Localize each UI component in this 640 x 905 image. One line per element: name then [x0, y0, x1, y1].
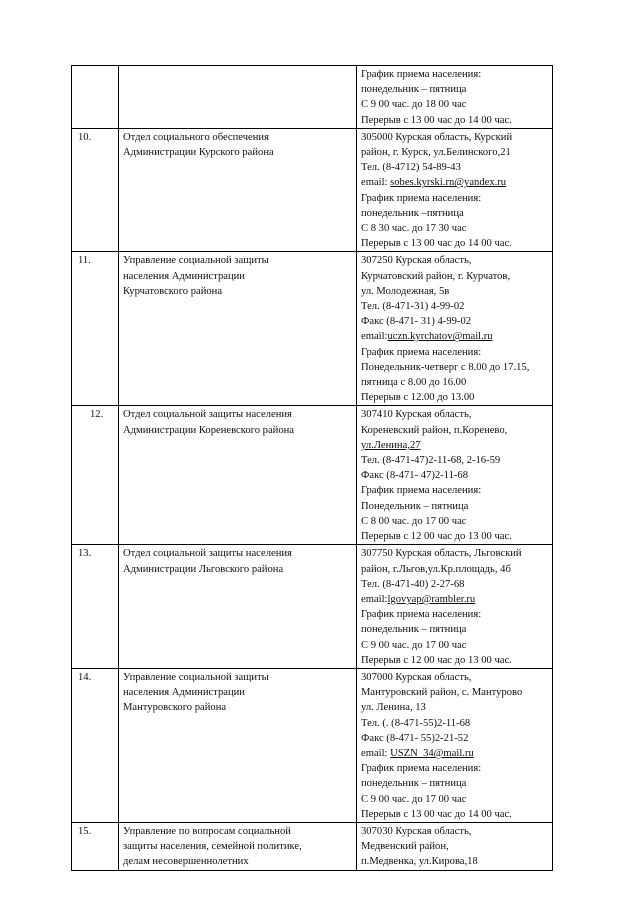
contact-info-line: С 9 00 час. до 17 00 час — [361, 639, 467, 651]
email-link[interactable]: sobes.kyrski.rn@yandex.ru — [390, 177, 507, 189]
row-number: 10. — [72, 128, 119, 252]
contacts-table — [71, 65, 553, 871]
contact-info-line: понедельник –пятница — [361, 207, 464, 219]
contact-info-line: С 9 00 час. до 17 00 час — [361, 793, 467, 805]
email-line — [361, 592, 549, 607]
organization-name-line: Мантуровского района — [123, 702, 227, 714]
contact-info-line: Тел. (8-471-31) 4-99-02 — [361, 301, 465, 313]
organization-name-cell — [119, 66, 357, 129]
organization-name-cell — [119, 822, 357, 870]
contact-info-line: С 8 30 час. до 17 30 час — [361, 223, 467, 235]
organization-name-line: защиты населения, семейной политике, — [123, 841, 302, 853]
contact-info-line: понедельник – пятница — [361, 778, 467, 790]
contact-info-line: понедельник – пятница — [361, 84, 467, 96]
contact-info-line: Факс (8-471- 55)2-21-52 — [361, 732, 469, 744]
table-row — [72, 668, 553, 822]
contact-info-line: График приема населения: — [361, 485, 482, 497]
row-number: 12. — [72, 406, 119, 545]
contact-info-line: 307750 Курская область, Льговский — [361, 548, 522, 560]
contact-info-line: район, г.Льгов,ул.Кр.площадь, 4б — [361, 563, 511, 575]
organization-name-cell — [119, 252, 357, 406]
contact-info-line: С 8 00 час. до 17 00 час — [361, 515, 467, 527]
address-text: ул.Ленина,27 — [361, 439, 421, 451]
email-label: email: — [361, 331, 388, 343]
organization-name-cell — [119, 668, 357, 822]
table-body — [72, 66, 553, 871]
email-link[interactable]: uczn.kyrchatov@mail.ru — [387, 331, 493, 343]
organization-name-line: Администрации Льговского района — [123, 563, 284, 575]
contact-info-line: Курчатовский район, г. Курчатов, — [361, 270, 511, 282]
contact-info-line: Перерыв с 13 00 час до 14 00 час. — [361, 114, 512, 126]
organization-name-line: Отдел социального обеспечения — [123, 131, 269, 143]
contact-info-cell — [357, 822, 553, 870]
contact-info-line: Перерыв с 13 00 час до 14 00 час. — [361, 238, 512, 250]
contact-info-line: Тел. (8-4712) 54-89-43 — [361, 162, 461, 174]
email-link[interactable]: USZN_34@mail.ru — [390, 747, 474, 759]
contact-info-line: 307030 Курская область, — [361, 825, 472, 837]
contact-info-line: пятница с 8.00 до 16.00 — [361, 377, 467, 389]
organization-name-cell — [119, 406, 357, 545]
organization-name-line: Управление социальной защиты — [123, 671, 269, 683]
table-row — [72, 545, 553, 669]
email-line — [361, 175, 549, 190]
contact-info-line: 307250 Курская область, — [361, 255, 472, 267]
contact-info-line: ул. Молодежная, 5в — [361, 285, 450, 297]
contact-info-line: С 9 00 час. до 18 00 час — [361, 99, 467, 111]
organization-name-line: Курчатовского района — [123, 285, 223, 297]
contact-info-line: район, г. Курск, ул.Белинского,21 — [361, 147, 511, 159]
organization-name-line: Администрации Кореневского района — [123, 424, 294, 436]
email-label: email: — [361, 593, 388, 605]
contact-info-line: понедельник – пятница — [361, 624, 467, 636]
organization-name-line: делам несовершеннолетних — [123, 856, 249, 868]
contact-info-line: Перерыв с 13 00 час до 14 00 час. — [361, 808, 512, 820]
organization-name-line: Управление по вопросам социальной — [123, 825, 291, 837]
table-row — [72, 128, 553, 252]
table-row — [72, 822, 553, 870]
contact-info-line: Факс (8-471- 31) 4-99-02 — [361, 316, 472, 328]
email-link[interactable]: lgovyap@rambler.ru — [387, 593, 476, 605]
contact-info-line: Перерыв с 12 00 час до 13 00 час. — [361, 654, 512, 666]
contact-info-line: Тел. (. (8-471-55)2-11-68 — [361, 717, 471, 729]
contact-info-cell — [357, 252, 553, 406]
organization-name-line: Отдел социальной защиты населения — [123, 548, 292, 560]
contact-info-line: Факс (8-471- 47)2-11-68 — [361, 470, 468, 482]
contact-info-cell — [357, 545, 553, 669]
contact-info-line: График приема населения: — [361, 192, 482, 204]
contact-info-cell — [357, 406, 553, 545]
organization-name-cell — [119, 128, 357, 252]
contact-info-line: п.Медвенка, ул.Кирова,18 — [361, 856, 478, 868]
contact-info-line: Кореневский район, п.Коренево, — [361, 424, 508, 436]
organization-name-cell — [119, 545, 357, 669]
email-line — [361, 746, 549, 761]
table-row — [72, 252, 553, 406]
contact-info-line: Перерыв с 12.00 до 13.00 — [361, 392, 475, 404]
row-number: 15. — [72, 822, 119, 870]
email-line — [361, 329, 549, 344]
organization-name-line: Отдел социальной защиты населения — [123, 409, 292, 421]
contact-info-line: Медвенский район, — [361, 841, 449, 853]
contact-info-line: Понедельник-четверг с 8.00 до 17.15, — [361, 361, 530, 373]
contact-info-line: График приема населения: — [361, 609, 482, 621]
organization-name-line: населения Администрации — [123, 687, 245, 699]
contact-info-line: График приема населения: — [361, 69, 482, 80]
row-number — [72, 66, 119, 129]
organization-name-line: Управление социальной защиты — [123, 255, 269, 267]
email-label: email: — [361, 747, 391, 759]
organization-name-line: Администрации Курского района — [123, 147, 274, 159]
contact-info-line: Мантуровский район, с. Мантурово — [361, 687, 523, 699]
address-line — [361, 438, 549, 453]
contact-info-line: График приема населения: — [361, 763, 482, 775]
contact-info-line: Тел. (8-471-40) 2-27-68 — [361, 578, 465, 590]
contact-info-cell — [357, 66, 553, 129]
email-label: email: — [361, 177, 391, 189]
contact-info-line: Понедельник – пятница — [361, 500, 469, 512]
table-row — [72, 66, 553, 129]
contact-info-line: ул. Ленина, 13 — [361, 702, 426, 714]
contact-info-line: 305000 Курская область, Курский — [361, 131, 513, 143]
contact-info-line: Перерыв с 12 00 час до 13 00 час. — [361, 531, 512, 543]
contact-info-line: Тел. (8-471-47)2-11-68, 2-16-59 — [361, 455, 501, 467]
organization-name-line: населения Администрации — [123, 270, 245, 282]
row-number: 14. — [72, 668, 119, 822]
row-number: 11. — [72, 252, 119, 406]
contact-info-line: 307000 Курская область, — [361, 671, 472, 683]
contact-info-line: График приема населения: — [361, 346, 482, 358]
contact-info-cell — [357, 128, 553, 252]
contact-info-line: 307410 Курская область, — [361, 409, 472, 421]
contact-info-cell — [357, 668, 553, 822]
row-number: 13. — [72, 545, 119, 669]
table-row — [72, 406, 553, 545]
